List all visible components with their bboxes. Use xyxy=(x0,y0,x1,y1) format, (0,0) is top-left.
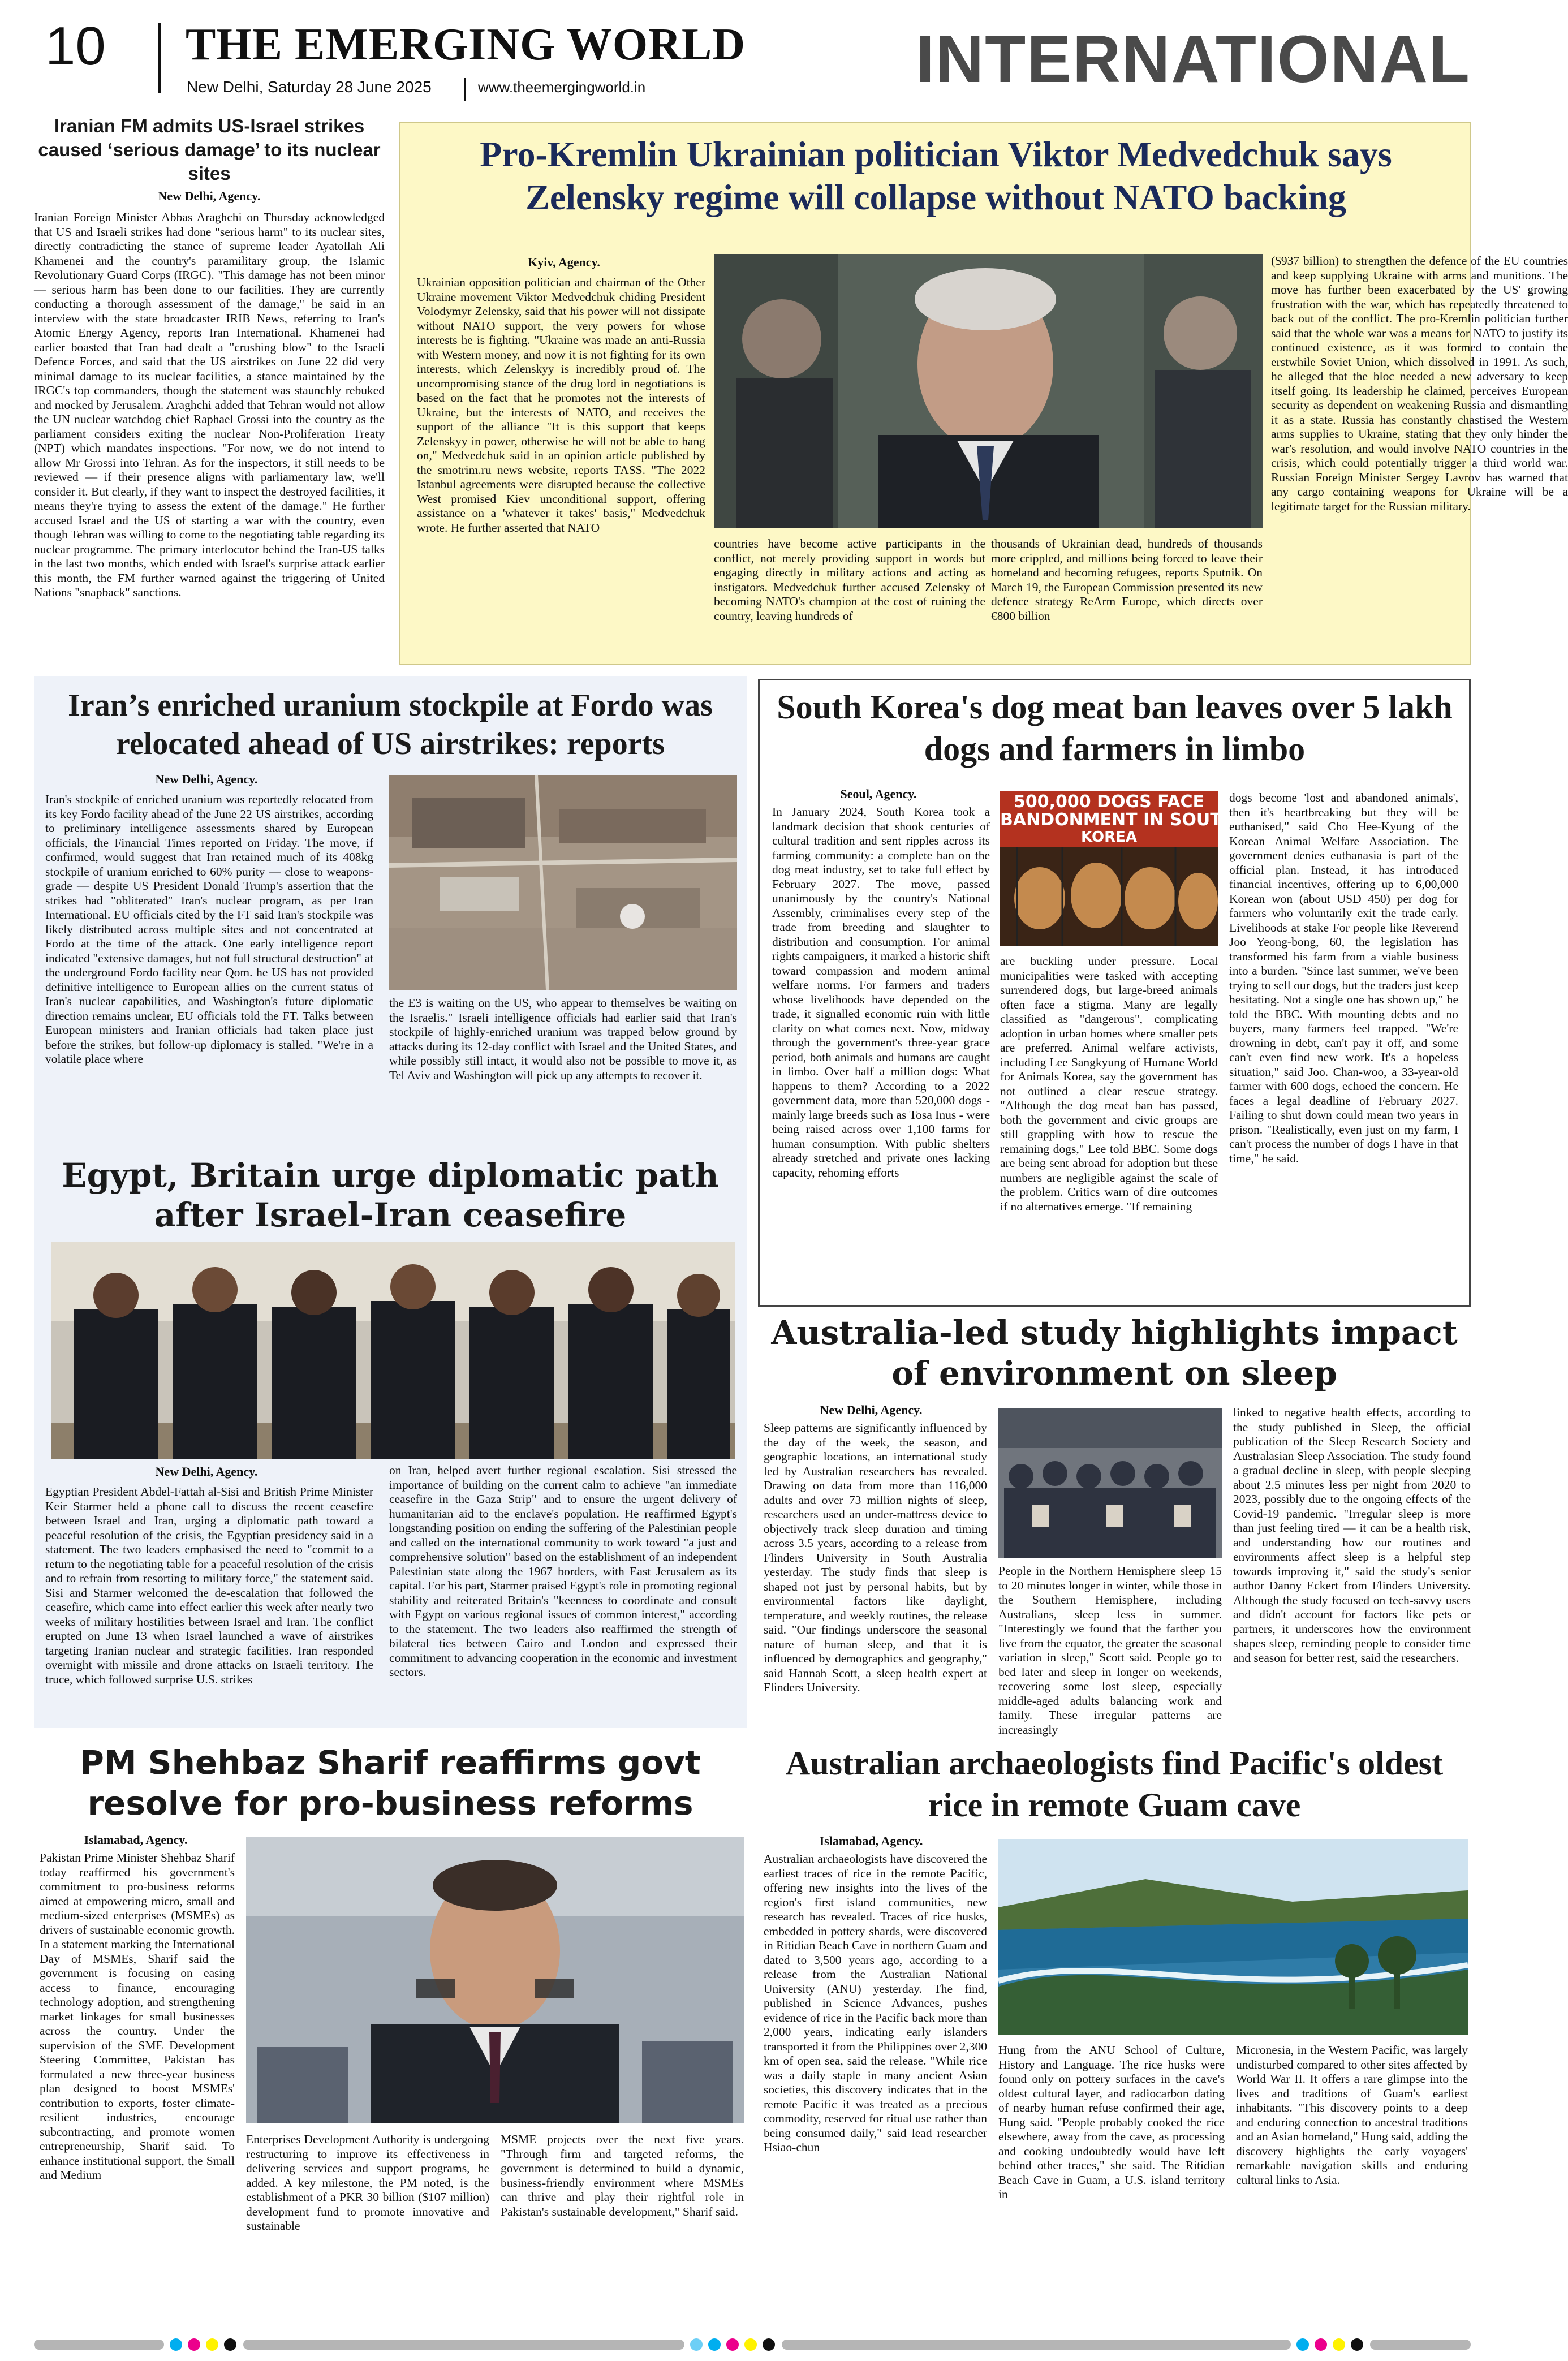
article-body-col1: Pakistan Prime Minister Shehbaz Sharif today reaffirmed his government's commitment to pro-business reforms aimed at empowering micro, small and medium-sized enterprises (MSMEs) as drivers of sustainable economic growth. In a statement marking the International Day of MSMEs, Sharif said the government is focusing on easing access to finance, encouraging technology adoption, and strengthening market linkages for small businesses across the country. Under the supervision of the SME Development Steering Committee, Pakistan has formulated a new three-year business plan designed to boost MSMEs' contribution to exports, foster climate-resilient industries, encourage subcontracting, and promote women entrepreneurship, Sharif said. To enhance institutional support, the Small and Medium xyxy=(40,1851,235,2182)
dogs-photo xyxy=(1000,791,1222,946)
article-body-col1: Sleep patterns are significantly influenced by the day of the week, the season, and geographic locations, an international study led by Australian researchers has revealed. Drawing on data from more than 116,000 adults and over 73 million nights of sleep, researchers used an under-mattress device to objectively track sleep duration and timing across 3.5 years, according to a release from Flinders University in South Australia yesterday. The study finds that sleep is shaped not just by personal habits, but by environmental factors like daylight, temperature, and weekly routines, the release said. "Our findings underscore the seasonal nature of human sleep, and that it is influenced by demographics and geography," said Hannah Scott, a sleep health expert at Flinders University. xyxy=(764,1421,987,1694)
footer-bar-middle-right xyxy=(782,2340,1291,2350)
coastline-photo-icon xyxy=(998,1839,1468,2035)
photo-caption-line1: 500,000 DOGS FACE xyxy=(1014,792,1204,812)
newspaper-title: THE EMERGING WORLD xyxy=(186,20,746,70)
registration-dot-cyan xyxy=(170,2338,182,2351)
headline: South Korea's dog meat ban leaves over 5 lakh dogs and farmers in limbo xyxy=(777,688,1453,768)
article-medvedchuk xyxy=(399,122,1568,665)
article-iran-fm xyxy=(34,113,385,667)
portrait-photo-icon xyxy=(246,1837,744,2123)
article-sleep-study xyxy=(758,1312,1471,1737)
conference-photo xyxy=(998,1408,1222,1558)
headline: PM Shehbaz Sharif reaffirms govt resolve for pro-business reforms xyxy=(80,1743,701,1823)
guam-coast-photo xyxy=(998,1839,1468,2035)
headline-fordo: Iran’s enriched uranium stockpile at Fordo was relocated ahead of US airstrikes: reports xyxy=(68,688,713,761)
article-guam-rice xyxy=(758,1742,1471,2330)
dateline-fordo: New Delhi, Agency. xyxy=(155,772,258,786)
article-body-egypt-col1: Egyptian President Abdel-Fattah al-Sisi and British Prime Minister Keir Starmer held a phone call to discuss the recent ceasefire between Israel and Iran, urging a diplomatic path toward a peaceful resolution of the crisis, the Egyptian presidency said in a statement. The two leaders emphasised the need to "commit to a return to the negotiating table for a peaceful resolution of the crisis and to refrain from resorting to military force," the statement said. Sisi and Starmer welcomed the de-escalation that followed the ceasefire, which came into effect earlier this week after nearly two weeks of military hostilities between Israel and Iran. The conflict erupted on June 13 when Israel launched a wave of airstrikes targeting Iranian nuclear and strategic facilities. Iran responded overnight with missile and drone attacks on Israeli territory. The truce, which followed surprise U.S. strikes xyxy=(45,1485,373,1686)
dateline: Islamabad, Agency. xyxy=(84,1833,188,1847)
article-body-col2: Enterprises Development Authority is undergoing restructuring to improve its effectiveness in delivering services and support programs, he added. A key milestone, the PM noted, is the establishment of a PKR 30 billion ($107 million) development fund to promote innovative and sustainable xyxy=(246,2132,489,2233)
registration-dot-cyan-3 xyxy=(1296,2338,1309,2351)
article-body-col2: Hung from the ANU School of Culture, History and Language. The rice husks were found only on pottery surfaces in the cave's oldest cultural layer, and radiocarbon dating of nearby human refuse confirmed their age, Hung said. "People probably cooked the rice elsewhere, away from the cave, as processing and cooking undoubtedly would have left behind other traces," she said. The Ritidian Beach Cave in Guam, a U.S. island territory in xyxy=(998,2043,1225,2201)
dateline: Islamabad, Agency. xyxy=(819,1834,923,1848)
photo-caption-line2: BANDONMENT IN SOUT xyxy=(1000,810,1222,830)
headline: Australian archaeologists find Pacific's oldest rice in remote Guam cave xyxy=(785,1744,1444,1824)
masthead xyxy=(34,11,1471,107)
satellite-photo-fordo xyxy=(389,775,737,990)
article-body-col1: Ukrainian opposition politician and chairman of the Other Ukraine movement Viktor Medvedchuk chiding President Volodymyr Zelensky, said that his power will not dissipate without NATO support, the very powers for whose interests he is fighting. "Ukraine was made an anti-Russia with Western money, and now it is not fighting for its own interests, which Zelenskyy is incredibly proud of. The uncompromising stance of the drug lord in negotiations is based on the fact that he promotes not the interests of Ukraine, but the interests of NATO, and receives the support of the alliance "It is this support that keeps Zelenskyy in power, otherwise he will not be able to hang on," Medvedchuk said in an opinion article published by the smotrim.ru news website, reports TASS. "The 2022 Istanbul agreements were disrupted because the collective West promised Kiev unconditional support, offering assistance on a 'whatever it takes' basis," Medvedchuk wrote. He further asserted that NATO xyxy=(417,275,705,535)
footer-bar-right xyxy=(1370,2340,1471,2350)
audience-photo-icon xyxy=(998,1408,1222,1558)
registration-dot-magenta-2 xyxy=(726,2338,739,2351)
article-body-col2: are buckling under pressure. Local municipalities were tasked with accepting surrendered dogs, but large-breed animals often face a stigma. Many are legally classified as "dangerous", complicating adoption in urban homes where smaller pets are preferred. Animal welfare activists, including Lee Sangkyung of Humane World for Animals Korea, say the government has not outlined a clear rescue strategy. "Although the dog meat ban has passed, both the government and civic groups are still grappling with how to rescue the remaining dogs," Lee told BBC. Some dogs are being sent abroad for adoption but these numbers are negligible against the scale of the problem. Critics warn of dire outcomes if no alternatives emerge. "If remaining xyxy=(1000,954,1218,1213)
issue-date: New Delhi, Saturday 28 June 2025 xyxy=(187,78,432,96)
article-body-col2: countries have become active participants in the conflict, not merely providing support in words but engaging directly in military actions and acting as instigators. Medvedchuk further accused Zelensky of becoming NATO's champion at the cost of ruining the country, leaving hundreds of xyxy=(714,537,985,623)
article-shehbaz-sharif xyxy=(34,1742,747,2330)
article-body-fordo-col2: the E3 is waiting on the US, who appear to themselves be waiting on the Israelis." Israeli intelligence officials had earlier said that Iran's stockpile of highly-enriched uranium was trapped below ground by attacks during its 12-day conflict with Israel and the United States, and while possibly still intact, it would also not be possible to move it, as Tel Aviv and Washington will pick up any attempts to recover it. xyxy=(389,996,737,1082)
article-body-col2: People in the Northern Hemisphere sleep 15 to 20 minutes longer in winter, while those in the Southern Hemisphere, including Australians, sleep less in summer. "Interestingly we found that the farther you live from the equator, the greater the seasonal variation in sleep," Scott said. People go to bed later and sleep in longer on weekends, recovering some lost sleep, especially middle-aged adults balancing work and family. These irregular patterns are increasingly xyxy=(998,1564,1222,1737)
article-dog-meat xyxy=(758,679,1471,1307)
group-of-people-photo-icon xyxy=(51,1242,735,1459)
group-photo-egypt xyxy=(51,1242,735,1459)
registration-dot-magenta-3 xyxy=(1315,2338,1327,2351)
dateline: Seoul, Agency. xyxy=(840,787,917,801)
headline: Iranian FM admits US-Israel strikes caused ‘serious damage’ to its nuclear sites xyxy=(38,115,381,184)
article-body-col3: MSME projects over the next five years. "Through firm and targeted reforms, the government is determined to build a dynamic, business-friendly environment where MSMEs can thrive and play their rightful role in Pakistan's sustainable development," Sharif said. xyxy=(501,2132,744,2218)
dateline: Kyiv, Agency. xyxy=(528,255,600,269)
registration-dot-magenta xyxy=(188,2338,200,2351)
portrait-photo xyxy=(714,254,1263,528)
article-body-col1: In January 2024, South Korea took a landmark decision that shook centuries of cultural tradition and sent ripples across its farming community: a complete ban on the dog meat industry, set to take full effect by February 2027. The move, passed unanimously by the country's National Assembly, criminalises every step of the trade from breeding and slaughter to distribution and consumption. For animal rights campaigners, it marked a historic shift toward compassion and modern animal welfare norms. For farmers and traders whose livelihoods have depended on the trade, it signalled economic ruin with little clarity on what comes next. Now, midway through the government's three-year grace period, both animals and humans are caught in limbo. Over half a million dogs: What happens to them? According to a 2022 government data, more than 520,000 dogs - mainly large breeds such as Tosa Inus - were being raised across over 1,100 farms for human consumption. With public shelters already stretched and private ones lacking capacity, rehoming efforts xyxy=(772,805,990,1179)
blue-section xyxy=(34,676,747,1728)
registration-dot-black xyxy=(224,2338,236,2351)
registration-dot-cyan-2 xyxy=(690,2338,703,2351)
headline-egypt: Egypt, Britain urge diplomatic path after Israel-Iran ceasefire xyxy=(62,1156,719,1234)
headline: Australia-led study highlights impact of environment on sleep xyxy=(771,1313,1458,1393)
registration-dot-yellow-3 xyxy=(1333,2338,1345,2351)
person-photo-icon xyxy=(714,254,1263,528)
shehbaz-sharif-photo xyxy=(246,1837,744,2123)
article-body-fordo-col1: Iran's stockpile of enriched uranium was reportedly relocated from its key Fordo facility ahead of the June 22 US airstrikes, according to preliminary intelligence assessments shared by European officials, the Financial Times reported on Friday. The move, if confirmed, would suggest that Iran retained much of its 408kg stockpile of uranium enriched to 60% purity — close to weapons-grade — despite US President Donald Trump's assertion that the strikes had "obliterated" Iran's nuclear program, as per Iran International. EU officials cited by the FT said Iran's stockpile was likely distributed across multiple sites and not concentrated at Fordo at the time of the attack. One early intelligence report indicated "extensive damages, but not full structural destruction" at the underground Fordo facility near Qom. he US has not provided definitive intelligence to European allies on the current status of Iran's nuclear capabilities, and Washington's future diplomatic direction remains unclear, EU officials told the FT. Talks between European ministers and Iranian officials had taken place just before the strikes, but follow-up diplomacy is stalled. "We're in a volatile place where xyxy=(45,792,373,1066)
satellite-image-icon xyxy=(389,775,737,990)
article-body: Iranian Foreign Minister Abbas Araghchi on Thursday acknowledged that US and Israeli strikes had done "serious harm" to its nuclear sites, directly contradicting the stance of supreme leader Ayatollah Ali Khamenei and the country's paramilitary group, the Islamic Revolutionary Guard Corps (IRGC). "This damage has not been minor — serious harm has been done to our facilities. They are currently conducting a thorough assessment of the damage," he said in an interview with the state broadcaster IRIB News, referring to Iran's Atomic Energy Agency, reports Iran International. Khamenei had earlier boasted that Iran had dealt a "crushing blow" to the Israeli Defence Forces, and said that the US airstrikes on June 22 did very minimal damage to its nuclear facilities, a stance maintained by the IRGC's top commanders, though the statement was staunchly rebuked and mocked by Jerusalem. Araghchi added that Tehran would not allow the UN nuclear watchdog chief Raphael Grossi into the country as the parliament considers exiting the nuclear Non-Proliferation Treaty (NPT) which mandates inspections. "For now, we do not intend to allow Mr Grossi into Tehran. As for the inspectors, it still needs to be reviewed — if their presence aligns with parliamentary law, we'll consider it. But clearly, if they want to inspect the destroyed facilities, it means they're trying to assess the extent of the damage." He further accused Israel and the US of starting a war with the country, even though Tehran was willing to come to the negotiating table regarding its nuclear programme. The primary interlocutor behind the Iran-US talks in the last two months, which ended with Israel's surprise attack earlier this month, the FM further warned against the triggering of United Nations "snapback" sanctions. xyxy=(34,210,385,599)
page-number: 10 xyxy=(45,16,106,76)
masthead-url-divider xyxy=(464,78,466,101)
article-body-col3: Micronesia, in the Western Pacific, was largely undisturbed compared to other sites affected by World War II. It offers a rare glimpse into the lives and traditions of Guam's earliest inhabitants. "This discovery points to a deep and enduring connection to ancestral traditions and an Asian homeland," Hung said, adding the discovery highlights the early voyagers' remarkable navigation skills and enduring cultural links to Asia. xyxy=(1236,2043,1468,2187)
article-body-col1: Australian archaeologists have discovered the earliest traces of rice in the remote Pacific, offering new insights into the lives of the region's first island communities, new research has revealed. Traces of rice husks, embedded in pottery shards, were discovered in Ritidian Beach Cave in northern Guam and dated to 3,500 years ago, according to a release from the Australian National University (ANU) yesterday. The find, published in Science Advances, pushes evidence of rice in the Pacific back more than 2,000 years, indicating early islanders transported it from the Philippines over 2,300 km of open sea, said the release. "While rice was a daily staple in many ancient Asian societies, this discovery indicates that in the remote Pacific it was treated as a precious commodity, reserved for ritual use rather than being consumed daily," said lead researcher Hsiao-chun xyxy=(764,1852,987,2154)
masthead-divider xyxy=(158,23,161,93)
article-body-egypt-col2: on Iran, helped avert further regional escalation. Sisi stressed the importance of building on the current calm to achieve "an immediate ceasefire in the Gaza Strip" and to ensure the urgent delivery of humanitarian aid to the enclave's population. He reaffirmed Egypt's longstanding position on ending the suffering of the Palestinian people and called on the international community to work toward "a just and comprehensive solution" based on the establishment of an independent Palestinian state along the 1967 borders, with East Jerusalem as its capital. For his part, Starmer praised Egypt's role in promoting regional stability and reiterated Britain's "keenness to coordinate and consult with Egypt on various regional issues of common interest," according to the statement. The two leaders also reaffirmed the strength of bilateral ties between Cairo and London and expressed their commitment to advancing cooperation in the economic and investment sectors. xyxy=(389,1463,737,1679)
registration-dot-yellow xyxy=(206,2338,218,2351)
registration-dot-blue xyxy=(708,2338,721,2351)
website-url: www.theemergingworld.in xyxy=(478,79,646,96)
registration-dot-black-3 xyxy=(1351,2338,1363,2351)
footer-bar-left xyxy=(34,2340,164,2350)
section-label: INTERNATIONAL xyxy=(916,22,1471,97)
photo-caption-line3: KOREA xyxy=(1081,829,1137,846)
registration-dot-black-2 xyxy=(763,2338,775,2351)
article-body-col3: dogs become 'lost and abandoned animals', then it's heartbreaking but they will be euthanised," said Cho Hee-Kyung of the Korean Animal Welfare Association. The government denies euthanasia is part of the official plan. Instead, it has introduced financial incentives, offering up to 6,00,000 Korean won (about USD 450) per dog for farmers who voluntarily exit the trade early. Livelihoods at stake For people like Reverend Joo Yeong-bong, 60, the legislation has transformed his farm from a viable business into a burden. "Since last summer, we've been trying to sell our dogs, but the traders just keep hesitating. Not a single one has shown up," he told the BBC. With mounting debts and no buyers, many farmers feel trapped. "We're drowning in debt, can't pay it off, and some can't even find new work. It's a hopeless situation," said Joo. Chan-woo, a 33-year-old farmer with 600 dogs, echoed the concern. He faces a legal deadline of February 2027. Failing to shut down could mean two years in prison. "Realistically, even just on my farm, I can't process the number of dogs I have in that time," he said. xyxy=(1229,791,1458,1165)
article-body-col3: linked to negative health effects, according to the study published in Sleep, the official publication of the Sleep Research Society and Australasian Sleep Association. The study found a gradual decline in sleep, with people sleeping about 2.5 minutes less per night from 2020 to 2023, possibly due to the ongoing effects of the Covid-19 pandemic. "Irregular sleep is more than just feeling tired — it can be a health risk, and understanding how our routines and environments affect sleep is a helpful step towards improving it," said the study's senior author Danny Eckert from Flinders University. Although the study focused on tech-savvy users and didn't account for factors like pets or partners, it underscores how the environment shapes sleep, reminding people to consider time and season for better rest, said the researchers. xyxy=(1233,1406,1471,1665)
article-body-col3: thousands of Ukrainian dead, hundreds of thousands more crippled, and millions being forced to leave their homeland and becoming refugees, reports Sputnik. On March 19, the European Commission presented its new defence strategy ReArm Europe, which directs over €800 billion xyxy=(991,537,1263,623)
page-footer xyxy=(34,2336,1471,2353)
article-body-col4: ($937 billion) to strengthen the defence of the EU countries and keep supplying Ukraine with arms and munitions. The move has further been exacerbated by the US' growing frustration with the war, which has repeatedly threatened to back out of the conflict. The pro-Kremlin politician further said that the whole war was a means for NATO to justify its continued existence, as it was formed to contain the erstwhile Soviet Union, which dissolved in 1991. As such, he alleged that the bloc needed a new adversary to keep itself going. Its leadership he claimed, perceives European security as dependent on weakening Russia and dismantling it as a state. Russia has constantly chastised the Western arms supplies to Ukraine, stating that they only hinder the war's resolution, and would involve NATO countries in the crisis, which could potentially trigger a third world war. Russian Foreign Minister Sergey Lavrov has warned that any cargo containing weapons for Ukraine will be a legitimate target for the Russian military. xyxy=(1271,254,1568,513)
dateline: New Delhi, Agency. xyxy=(820,1403,923,1417)
dateline-egypt: New Delhi, Agency. xyxy=(155,1464,258,1479)
dateline: New Delhi, Agency. xyxy=(158,189,261,203)
headline: Pro-Kremlin Ukrainian politician Viktor Medvedchuk says Zelensky regime will collapse without NATO backing xyxy=(480,134,1392,217)
registration-dot-yellow-2 xyxy=(744,2338,757,2351)
footer-bar-middle-left xyxy=(243,2340,684,2350)
